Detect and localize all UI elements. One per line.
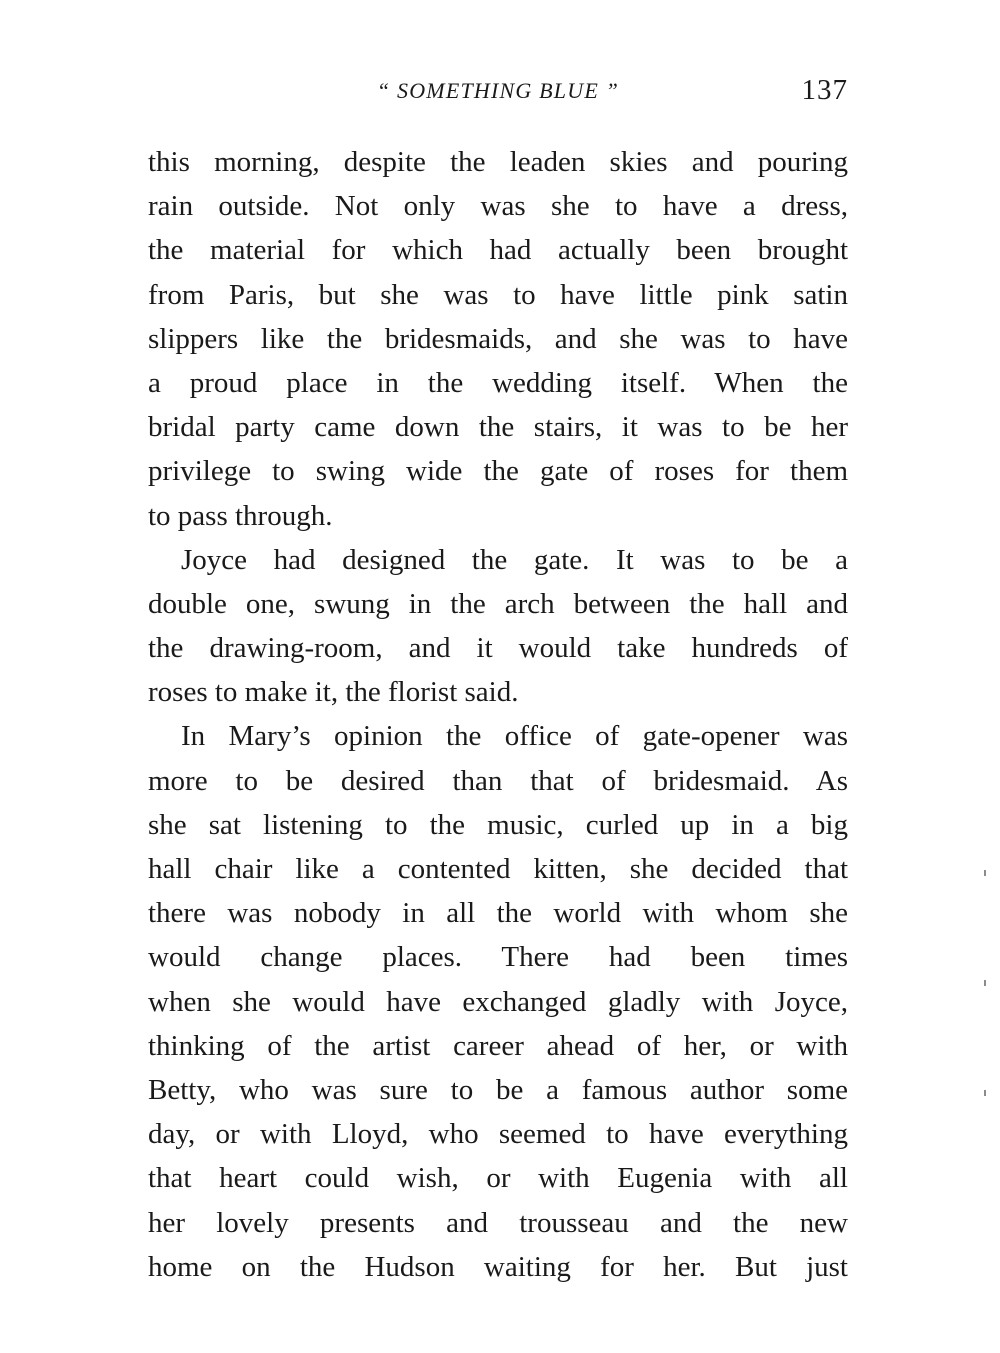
text-line: to pass through. [148,499,333,532]
text-line: bridal party came down the stairs, it was to be her [148,411,848,444]
paragraph-start-line: Joyce had designed the gate. It was to be a [181,543,848,576]
text-line: the material for which had actually been brought [148,234,848,267]
text-line: when she would have exchanged gladly with Joyce, [148,985,848,1018]
text-line: privilege to swing wide the gate of roses for them [148,455,848,488]
text-line: hall chair like a contented kitten, she decided that [148,853,848,885]
text-line: double one, swung in the arch between the hall and [148,587,848,620]
text-line: home on the Hudson waiting for her. But just [148,1250,848,1283]
text-line: day, or with Lloyd, who seemed to have everything [148,1118,848,1151]
text-line: thinking of the artist career ahead of her, or with [148,1029,848,1062]
text-line: that heart could wish, or with Eugenia with all [148,1162,848,1195]
text-line: this morning, despite the leaden skies and pouring [148,146,848,178]
text-line: from Paris, but she was to have little pink satin [148,278,848,311]
scan-edge-mark [984,980,986,986]
page-number: 137 [801,74,848,106]
text-line: she sat listening to the music, curled up in a big [148,808,848,841]
text-line: her lovely presents and trousseau and the new [148,1206,848,1239]
running-title: “ SOMETHING BLUE ” [376,78,620,103]
text-line: would change places. There had been times [148,941,848,974]
body-text [148,140,848,1289]
text-line: the drawing-room, and it would take hundreds of [148,632,848,665]
paragraph-start-line: In Mary’s opinion the office of gate-opener was [181,720,848,753]
text-line: Betty, who was sure to be a famous author some [148,1073,848,1106]
running-head [148,74,848,114]
text-line: slippers like the bridesmaids, and she was to have [148,322,848,355]
scan-edge-mark [984,870,986,876]
text-line: there was nobody in all the world with whom she [148,897,848,930]
text-line: a proud place in the wedding itself. When the [148,366,848,399]
text-line: more to be desired than that of bridesmaid. As [148,764,848,797]
scan-edge-mark [984,1090,986,1096]
text-line: roses to make it, the florist said. [148,676,519,709]
text-line: rain outside. Not only was she to have a dress, [148,190,848,223]
